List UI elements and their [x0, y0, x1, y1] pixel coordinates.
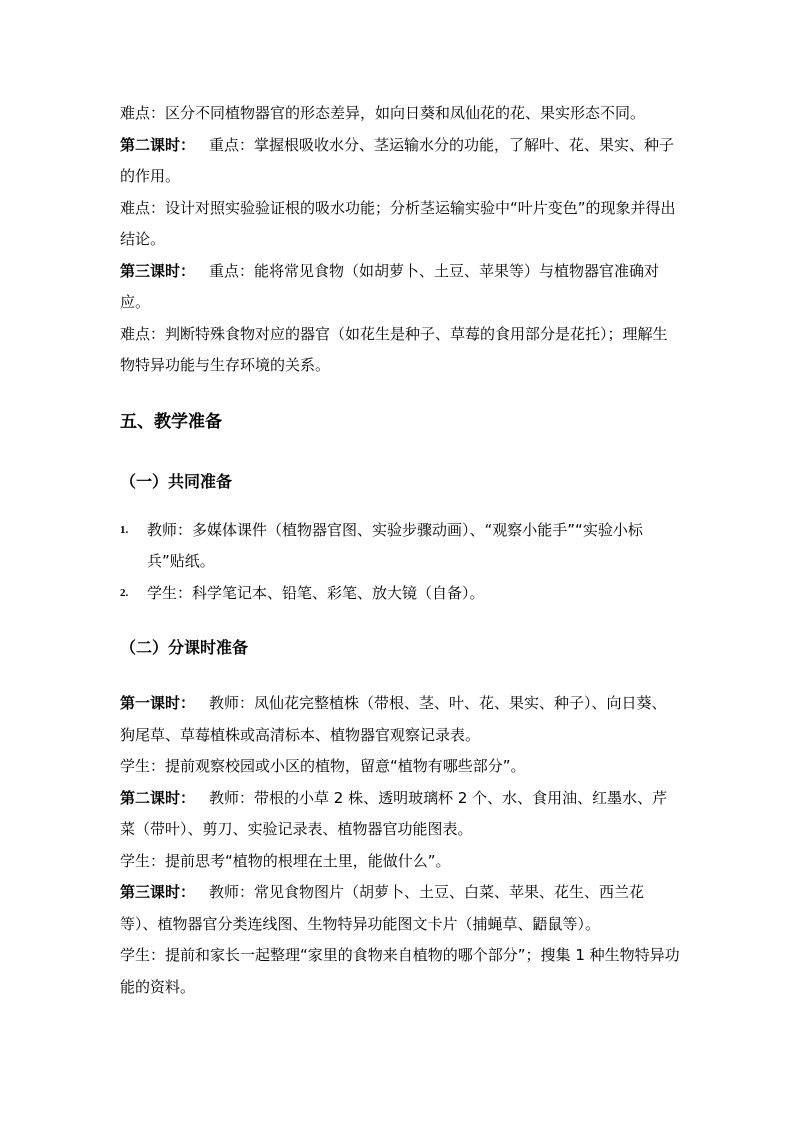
document-page: [120, 98, 680, 1003]
key-point-paragraph-lesson2: [120, 130, 680, 193]
lesson-label: 第二课时：: [120, 135, 196, 154]
list-item-text: 学生：科学笔记本、铅笔、彩笔、放大镜（自备）。: [147, 583, 485, 602]
lesson-label: 第二课时：: [120, 788, 196, 807]
difficulty-text: 区分不同植物器官的形态差异，如向日葵和凤仙花的花、果实形态不同。: [165, 104, 646, 122]
subsection-title-common: （一）共同准备: [120, 471, 233, 491]
list-number: 1.: [120, 523, 129, 536]
key-point-text: 能将常见食物（如胡萝卜、土豆、苹果等）与植物器官准确对应。: [120, 261, 660, 311]
prep-lesson1-student: [120, 751, 680, 783]
section-title: 五、教学准备: [120, 411, 222, 432]
prep-text: 学生：提前思考“植物的根埋在土里，能做什么”。: [120, 851, 451, 870]
list-item: [120, 578, 680, 610]
prep-text: 教师：常见食物图片（胡萝卜、土豆、白菜、苹果、花生、西兰花等）、植物器官分类连线图、生物特异功能图文卡片（捕蝇草、鼯鼠等）。: [120, 883, 645, 933]
lesson-label: 第三课时：: [120, 261, 196, 280]
prep-text: 教师：带根的小草 2 株、透明玻璃杯 2 个、水、食用油、红墨水、芹菜（带叶）、剪刀、实验记录表、植物器官功能图表。: [120, 788, 668, 838]
prep-text: 学生：提前和家长一起整理“家里的食物来自植物的哪个部分”；搜集 1 种生物特异功能的资料。: [120, 946, 680, 996]
difficulty-paragraph-lesson1: [120, 98, 680, 130]
difficulty-paragraph-lesson3: [120, 319, 680, 382]
lesson-label: 第三课时：: [120, 883, 196, 901]
prep-text: 学生：提前观察校园或小区的植物，留意“植物有哪些部分”。: [120, 757, 526, 775]
prep-lesson3-student: [120, 940, 680, 1003]
difficulty-label: 难点：: [120, 198, 166, 217]
prep-lesson2-teacher: [120, 783, 680, 846]
key-point-label: 重点：: [209, 261, 255, 280]
lesson-label: 第一课时：: [120, 694, 196, 712]
key-point-label: 重点：: [209, 135, 255, 154]
list-item-text: 教师：多媒体课件（植物器官图、实验步骤动画）、“观察小能手”“实验小标兵”贴纸。: [147, 520, 643, 570]
difficulty-label: 难点：: [120, 324, 166, 343]
per-lesson-prep: [120, 688, 680, 1003]
difficulty-label: 难点：: [120, 104, 166, 122]
common-prep-list: [120, 515, 680, 610]
list-item: [120, 515, 680, 578]
prep-lesson2-student: [120, 846, 680, 878]
prep-lesson3-teacher: [120, 877, 680, 940]
key-point-paragraph-lesson3: [120, 256, 680, 319]
prep-text: 教师：凤仙花完整植株（带根、茎、叶、花、果实、种子）、向日葵、狗尾草、草莓植株或高清标本、植物器官观察记录表。: [120, 694, 667, 744]
difficulty-paragraph-lesson2: [120, 193, 680, 256]
key-point-text: 掌握根吸收水分、茎运输水分的功能，了解叶、花、果实、种子的作用。: [120, 135, 675, 185]
prep-lesson1-teacher: [120, 688, 680, 751]
difficulty-text: 判断特殊食物对应的器官（如花生是种子、草莓的食用部分是花托）；理解生物特异功能与生存环境的关系。: [120, 324, 668, 374]
difficulty-text: 设计对照实验验证根的吸水功能；分析茎运输实验中“叶片变色”的现象并得出结论。: [120, 198, 676, 248]
list-number: 2.: [120, 586, 129, 599]
subsection-title-per-lesson: （二）分课时准备: [120, 638, 249, 657]
